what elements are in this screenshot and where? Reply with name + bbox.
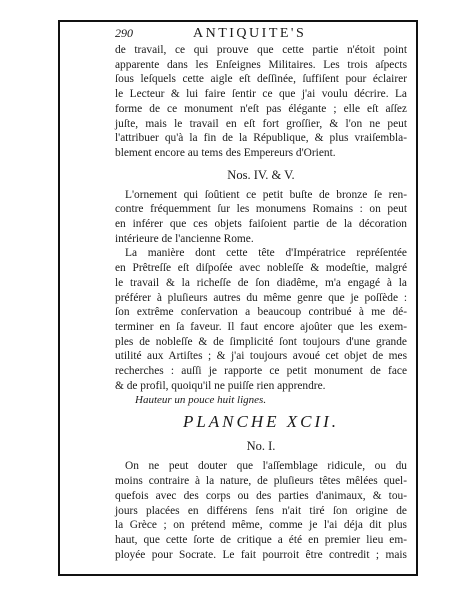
text-line: ſon extrême conſervation a beaucoup contribué à me dé- <box>115 306 407 319</box>
text-line: ples de nobleſſe & de ſimplicité ſont toujours d'une grande <box>115 335 407 348</box>
section-heading: Nos. IV. & V. <box>227 167 295 182</box>
text-line: moins contraire à la nature, de pluſieurs têtes mêlées quel- <box>115 475 407 488</box>
text-line: L'ornement qui ſoûtient ce petit buſte de bronze ſe ren- <box>125 188 407 201</box>
paragraph-empress-head <box>115 246 407 393</box>
plate-number: No. I. <box>246 439 276 454</box>
text-line: ſous leſquels cette aigle eſt deſſinée, ſuffiſent pour éclairer <box>115 73 407 86</box>
text-line: de travail, ce qui prouve que cette partie n'étoit point <box>115 44 407 56</box>
paragraph-bust-ornament <box>115 188 407 247</box>
text-line: forme de ce monument n'eſt pas élégante ; elle eſt aſſez <box>115 102 407 115</box>
text-line: préférer à pluſieurs autres du même genre que je poſſède : <box>115 291 407 304</box>
text-line: & de profil, quoiqu'il ne puiſſe rien apprendre. <box>115 379 326 392</box>
text-line: jours placées en différens ſens n'ait tiré ſon origine de <box>115 504 407 517</box>
text-line: intérieure de l'ancienne Rome. <box>115 232 254 245</box>
text-line: en Prêtreſſe eſt diſpoſée avec nobleſſe & modeſtie, malgré <box>115 262 407 275</box>
text-line: apparente dans les Enſeignes Militaires. Les trois aſpects <box>115 58 407 71</box>
text-line: haut, que cette ſorte de critique a été en premier lieu em- <box>115 533 407 546</box>
page-number: 290 <box>115 26 133 40</box>
text-line: terminer en ſa faveur. Il faut encore ajoûter que les exem- <box>115 320 407 333</box>
text-line: recherches : auſſi je rapporte ce petit monument de face <box>115 365 407 378</box>
text-line: utilité aux Artiſtes ; & j'ai toujours avoué cet objet de mes <box>115 350 407 363</box>
plate-heading: PLANCHE XCII. <box>182 412 340 432</box>
text-line: ployée pour Socrate. Le fait pourroit être contredit ; mais <box>115 548 407 561</box>
running-head: ANTIQUITE'S <box>193 26 307 41</box>
text-line: La manière dont cette tête d'Impératrice repréſentée <box>125 247 407 260</box>
text-line: On ne peut douter que l'aſſemblage ridicule, ou du <box>125 460 407 473</box>
text-line: blement encore au tems des Empereurs d'Orient. <box>115 146 336 159</box>
paragraph-grotesque-heads <box>115 459 407 562</box>
text-line: le travail & la richeſſe de ſon diadême, m'a engagé à la <box>115 276 407 289</box>
text-line: contre fréquemment ſur les monumens Romains : on peut <box>115 203 407 216</box>
text-line: la Grèce ; on prétend même, comme je l'ai déja dit plus <box>115 519 407 532</box>
paragraph-eagle-description <box>115 43 407 161</box>
page-header <box>115 26 407 43</box>
dimension-caption: Hauteur un pouce huit lignes. <box>135 394 267 407</box>
text-line: quefois avec des corps ou des parties d'animaux, & tou- <box>115 489 407 502</box>
text-line: le Lecteur & lui faire ſentir ce que j'ai voulu décrire. La <box>115 88 407 101</box>
text-line: l'attribuer qu'à la fin de la République, & plus vraiſembla- <box>115 132 407 145</box>
text-line: en inférer que ces objets faiſoient partie de la décoration <box>115 218 407 231</box>
book-page <box>115 26 407 562</box>
text-line: juſte, mais le travail en eſt fort groſſier, & l'on ne peut <box>115 117 407 130</box>
